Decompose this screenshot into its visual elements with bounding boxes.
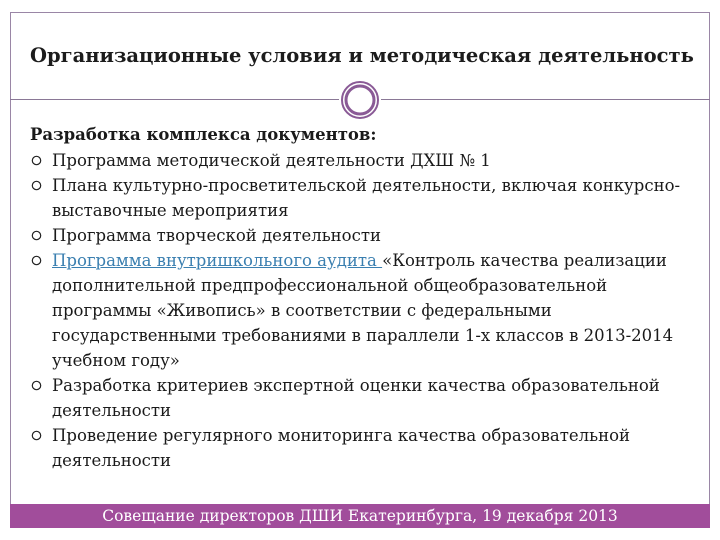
list-item-text: Программа творческой деятельности — [52, 226, 381, 245]
bullet-icon — [31, 380, 42, 391]
list-item-text: Разработка критериев экспертной оценки качества образовательной деятельности — [52, 376, 660, 420]
list-item-text: Плана культурно-просветительской деятельности, включая конкурсно-выставочные мероприятия — [52, 176, 681, 220]
bullet-icon — [31, 430, 42, 441]
footer-bar: Совещание директоров ДШИ Екатеринбурга, 19 декабря 2013 — [10, 504, 710, 528]
bullet-icon — [31, 155, 42, 166]
list-item — [30, 173, 710, 223]
list-item-text: «Контроль качества реализации дополнительной предпрофессиональной общеобразовательной программы «Живопись» в соответствии с федеральными государственными требованиями в параллели 1-х классов в 2013-2014 учебном году» — [52, 251, 674, 370]
slide-title: Организационные условия и методическая деятельность — [30, 44, 694, 67]
list-item-text: Проведение регулярного мониторинга качества образовательной деятельности — [52, 426, 631, 470]
section-heading: Разработка комплекса документов: — [30, 125, 377, 144]
bullet-icon — [31, 255, 42, 266]
ring-ornament-icon — [340, 80, 380, 120]
list-item — [30, 248, 710, 373]
audit-program-link[interactable]: Программа внутришкольного аудита — [52, 251, 383, 270]
list-item — [30, 423, 710, 473]
bullet-icon — [31, 230, 42, 241]
list-item-text: Программа методической деятельности ДХШ № 1 — [52, 151, 491, 170]
document-list — [30, 148, 710, 473]
bullet-icon — [31, 180, 42, 191]
list-item — [30, 223, 710, 248]
list-item — [30, 148, 710, 173]
divider-line-left — [10, 99, 339, 100]
divider-line-right — [381, 99, 710, 100]
content-area — [30, 122, 710, 473]
list-item — [30, 373, 710, 423]
